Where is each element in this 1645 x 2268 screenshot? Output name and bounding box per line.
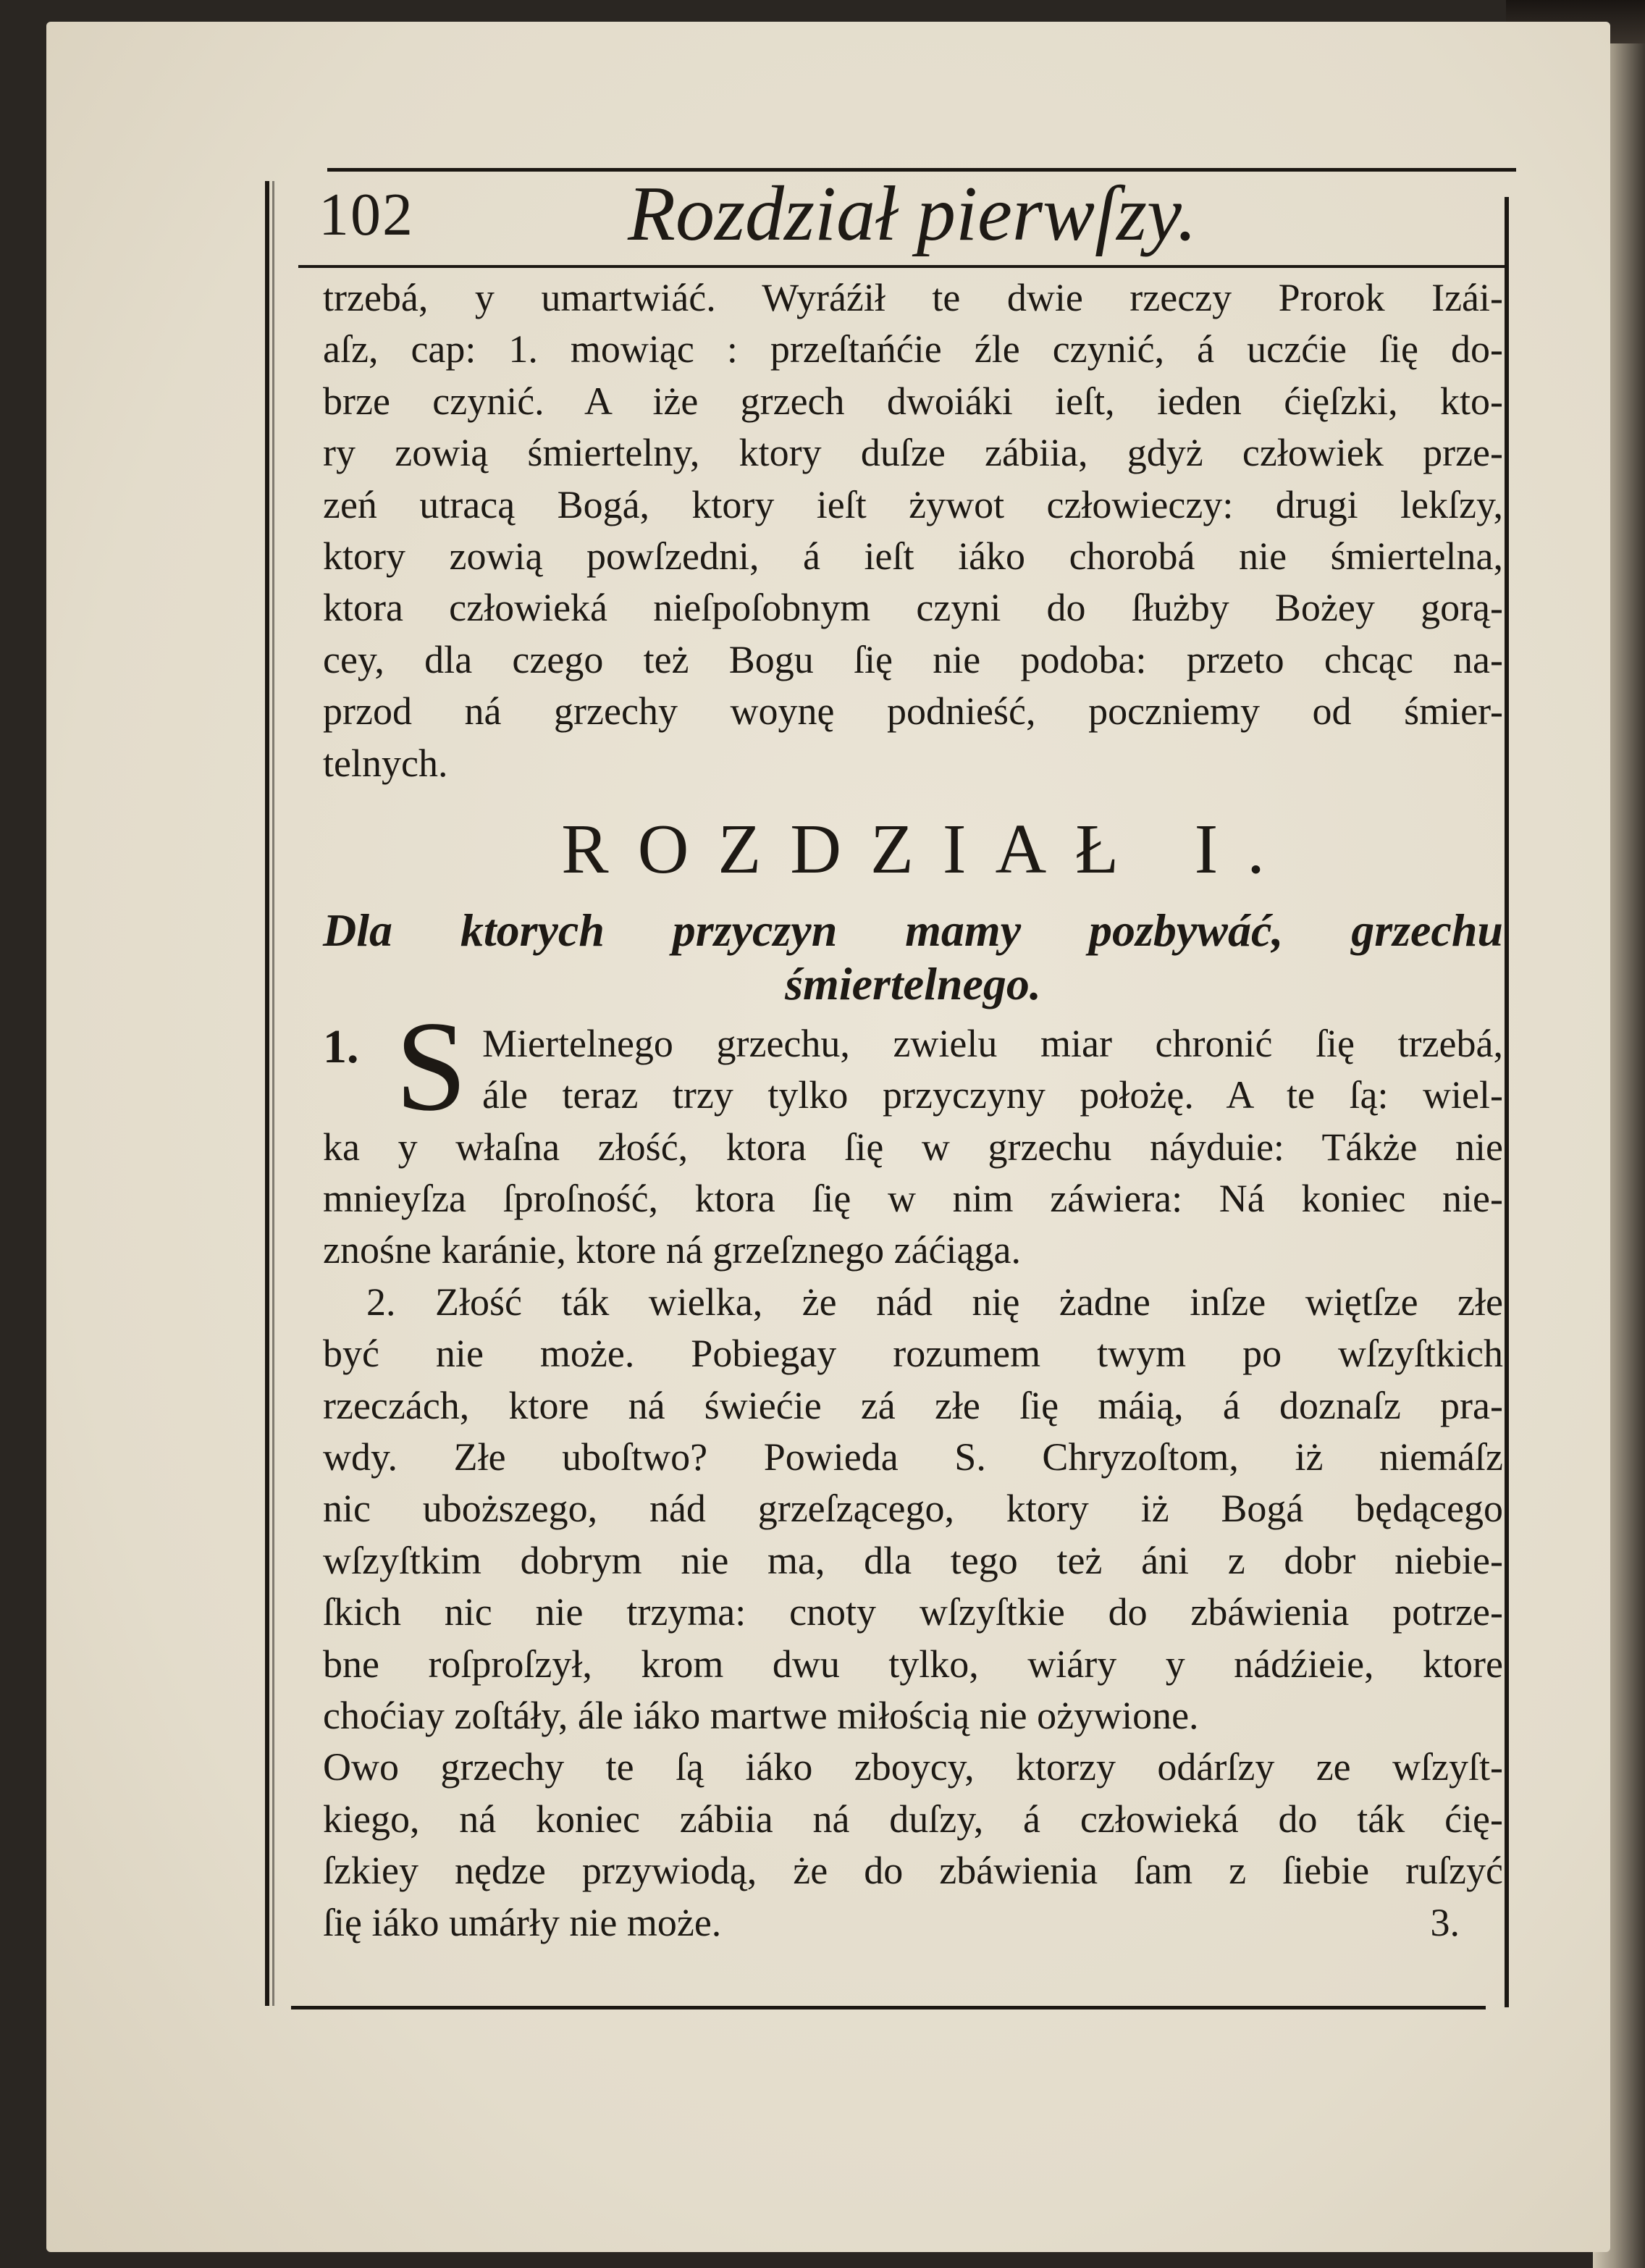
text-line: telnych. <box>323 741 448 785</box>
left-frame-rule <box>265 181 269 2006</box>
header-rule <box>298 265 1509 268</box>
page-header <box>319 172 1506 265</box>
left-outer-rule <box>272 181 274 2006</box>
text-line: ſkich nic nie trzyma: cnoty wſzyſtkie do zbáwienia potrze- <box>323 1590 1503 1634</box>
intro-paragraph <box>323 272 1503 789</box>
paragraph-1 <box>323 994 1503 1277</box>
text-line: być nie może. Pobiegay rozumem twym po wſzyſtkich <box>323 1332 1503 1376</box>
text-line: wſzyſtkim dobrym nie ma, dla tego też áni z dobr niebie- <box>323 1538 1503 1582</box>
text-line: ſzkiey nędze przywiodą, że do zbáwienia ſam z ſiebie ruſzyć <box>323 1849 1503 1893</box>
text-line: trzebá, y umartwiáć. Wyráźił te dwie rzeczy Prorok Izái- <box>323 276 1503 319</box>
drop-cap-letter: S <box>395 994 467 1138</box>
text-line: ktory zowią powſzedni, á ieſt iáko chorobá nie śmiertelna, <box>323 534 1503 578</box>
text-line: Owo grzechy te ſą iáko zboycy, ktorzy odárſzy ze wſzyſt- <box>323 1745 1503 1789</box>
text-line: nic uboższego, nád grzeſzącego, ktory iż Bogá będącego <box>323 1487 1503 1531</box>
chapter-subtitle-line-2: śmiertelnego. <box>785 957 1041 1009</box>
text-line: ále teraz trzy tylko przyczyny położę. A te ſą: wiel- <box>482 1073 1503 1117</box>
right-frame-rule <box>1505 197 1509 2007</box>
last-text-line: ſię iáko umárły nie może. <box>323 1900 722 1944</box>
text-line: brze czynić. A iże grzech dwoiáki ieſt, ieden ćięſzki, kto- <box>323 379 1503 423</box>
paragraph-number: 1. <box>323 1020 359 1073</box>
text-line: ry zowią śmiertelny, ktory duſze zábiia, gdyż człowiek prze- <box>323 431 1503 475</box>
text-block <box>323 272 1503 1949</box>
text-line: cey, dla czego też Bogu ſię nie podoba: przeto chcąc na- <box>323 637 1503 681</box>
chapter-heading: ROZDZIAŁ I. <box>561 810 1294 889</box>
text-line: aſz, cap: 1. mowiąc : przeſtańćie źle czynić, á uczćie ſię do- <box>323 327 1503 371</box>
text-line: zeń utracą Bogá, ktory ieſt żywot człowieczy: drugi lekſzy, <box>323 482 1503 526</box>
text-line: wdy. Złe uboſtwo? Powieda S. Chryzoſtom, iż niemáſz <box>323 1435 1503 1479</box>
text-line: przod ná grzechy woynę podnieść, poczniemy od śmier- <box>323 689 1503 734</box>
text-line: ktora człowieká nieſpoſobnym czyni do ſłużby Bożey gorą- <box>323 586 1503 630</box>
catchword: 3. <box>1430 1900 1460 1944</box>
text-line: ka y właſna złość, ktora ſię w grzechu náyduie: Tákże nie <box>323 1125 1503 1169</box>
page-number: 102 <box>319 181 414 248</box>
text-line: 2. Złość ták wielka, że nád nię żadne inſze więtſze złe <box>366 1280 1503 1324</box>
text-line: Miertelnego grzechu, zwielu miar chronić ſię trzebá, <box>482 1021 1503 1065</box>
bottom-rule <box>291 2006 1486 2009</box>
text-line: znośne karánie, ktore ná grzeſznego záćiąga. <box>323 1228 1021 1272</box>
text-line: bne roſproſzył, krom dwu tylko, wiáry y nádźieie, ktore <box>323 1642 1503 1686</box>
chapter-subtitle-line-1: Dla ktorych przyczyn mamy pozbywáć, grzechu <box>323 904 1503 956</box>
text-line: mnieyſza ſproſność, ktora ſię w nim záwiera: Ná koniec nie- <box>323 1177 1503 1221</box>
text-line: kiego, ná koniec zábiia ná duſzy, á człowieká do ták ćię- <box>323 1797 1503 1841</box>
final-line <box>323 1897 1503 1949</box>
text-line: choćiay zoſtáły, ále iáko martwe miłością nie ożywione. <box>323 1693 1199 1737</box>
text-line: rzeczách, ktore ná świećie zá złe ſię máią, á doznaſz pra- <box>323 1383 1503 1427</box>
paragraph-2 <box>323 1277 1503 1949</box>
running-head: Rozdział pierwſzy. <box>627 171 1198 257</box>
